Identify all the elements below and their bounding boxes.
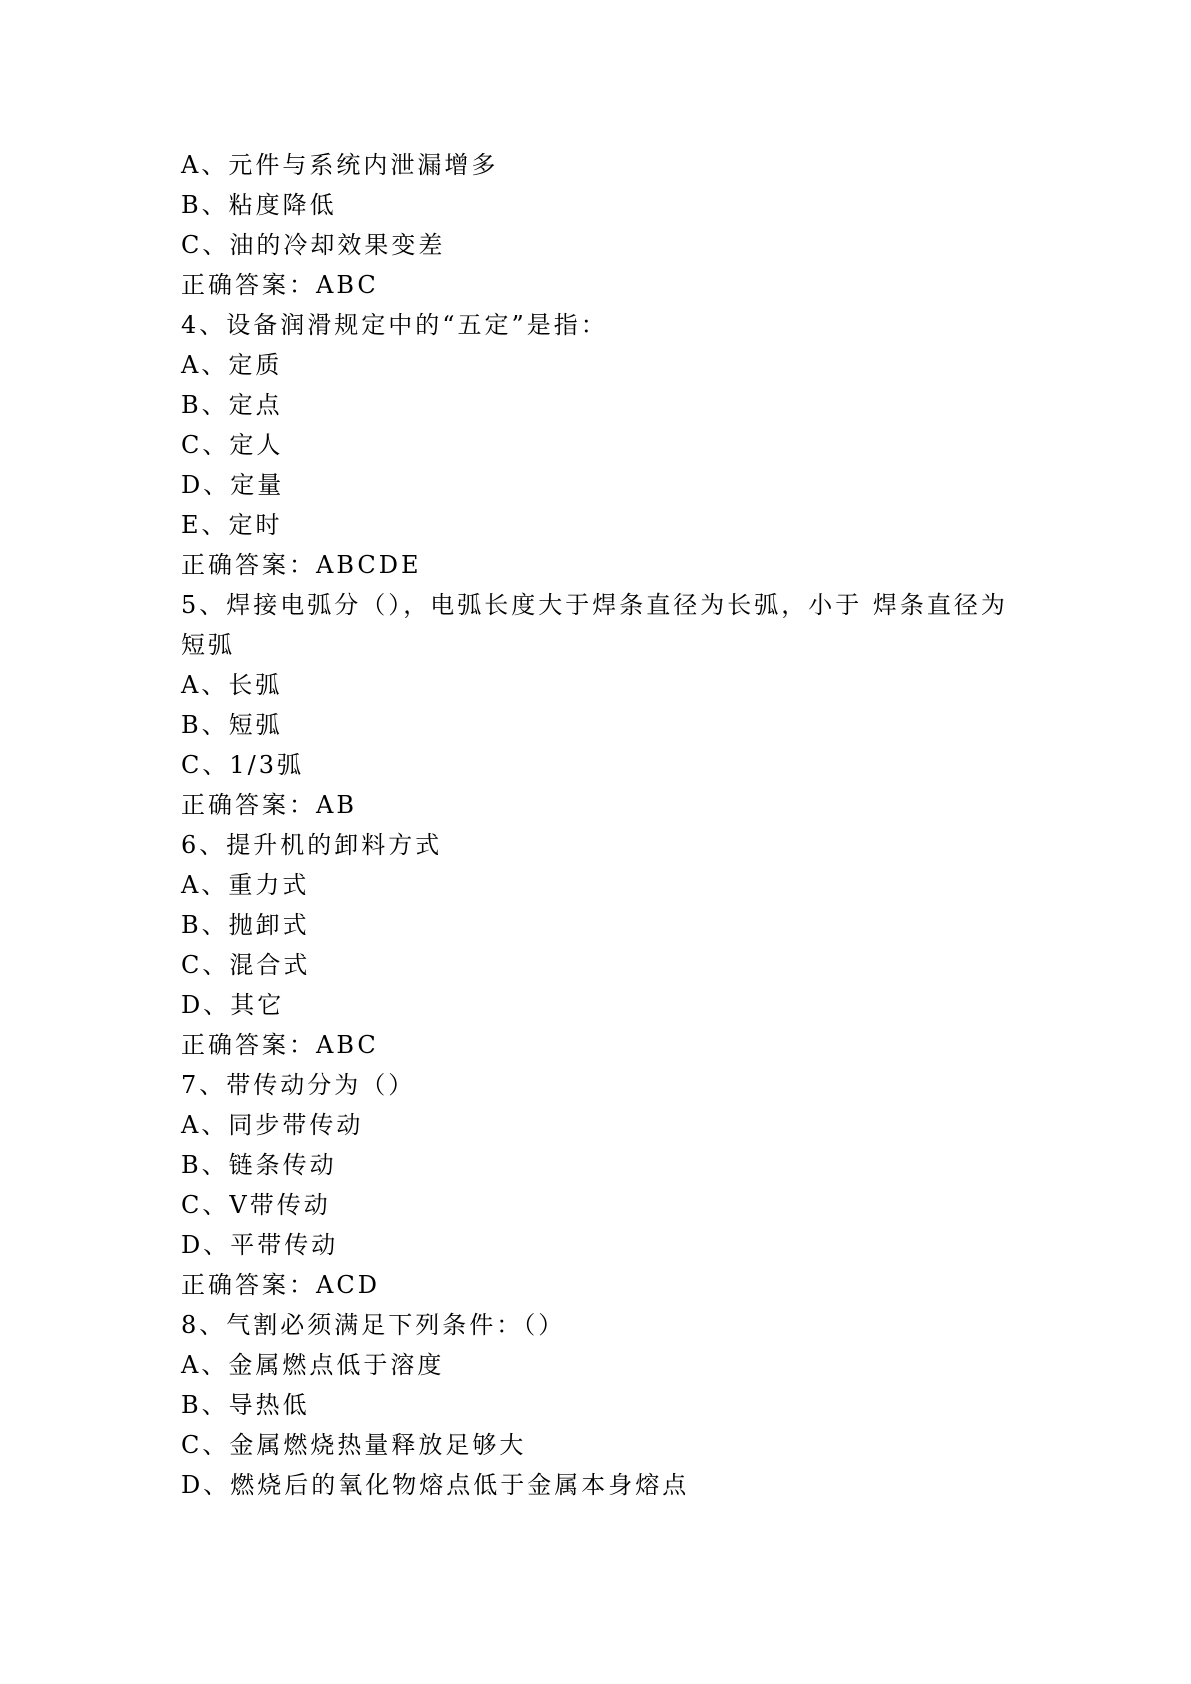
option-line: C、混合式: [181, 951, 311, 979]
option-line: A、重力式: [181, 871, 310, 899]
option-line: D、平带传动: [181, 1231, 339, 1259]
question-line: 5、焊接电弧分（），电弧长度大于焊条直径为长弧，小于 焊条直径为短弧: [181, 591, 1008, 659]
option-line: D、其它: [181, 991, 285, 1019]
option-line: B、导热低: [181, 1391, 310, 1419]
option-line: A、定质: [181, 351, 283, 379]
option-line: B、抛卸式: [181, 911, 310, 939]
option-line: A、长弧: [181, 671, 283, 699]
answer-line: 正确答案：AB: [181, 791, 357, 819]
option-line: C、金属燃烧热量释放足够大: [181, 1431, 527, 1459]
option-line: A、金属燃点低于溶度: [181, 1351, 445, 1379]
question-line: 7、带传动分为（）: [181, 1071, 416, 1099]
option-line: C、定人: [181, 431, 284, 459]
option-line: C、V带传动: [181, 1191, 331, 1219]
option-line: B、短弧: [181, 711, 283, 739]
option-line: D、燃烧后的氧化物熔点低于金属本身熔点: [181, 1471, 690, 1499]
option-line: B、粘度降低: [181, 191, 337, 219]
question-text-body: [181, 145, 1041, 1505]
answer-line: 正确答案：ABC: [181, 271, 379, 299]
answer-line: 正确答案：ABCDE: [181, 551, 422, 579]
question-line: 6、提升机的卸料方式: [181, 831, 443, 859]
option-line: C、1/3弧: [181, 751, 304, 779]
option-line: D、定量: [181, 471, 285, 499]
option-line: A、同步带传动: [181, 1111, 364, 1139]
option-line: B、链条传动: [181, 1151, 337, 1179]
answer-line: 正确答案：ACD: [181, 1271, 380, 1299]
question-line: 4、设备润滑规定中的“五定”是指：: [181, 311, 608, 339]
option-line: C、油的冷却效果变差: [181, 231, 446, 259]
question-line: 8、气割必须满足下列条件：（）: [181, 1311, 566, 1339]
option-line: A、元件与系统内泄漏增多: [181, 151, 499, 179]
answer-line: 正确答案：ABC: [181, 1031, 379, 1059]
option-line: E、定时: [181, 511, 283, 539]
option-line: B、定点: [181, 391, 283, 419]
